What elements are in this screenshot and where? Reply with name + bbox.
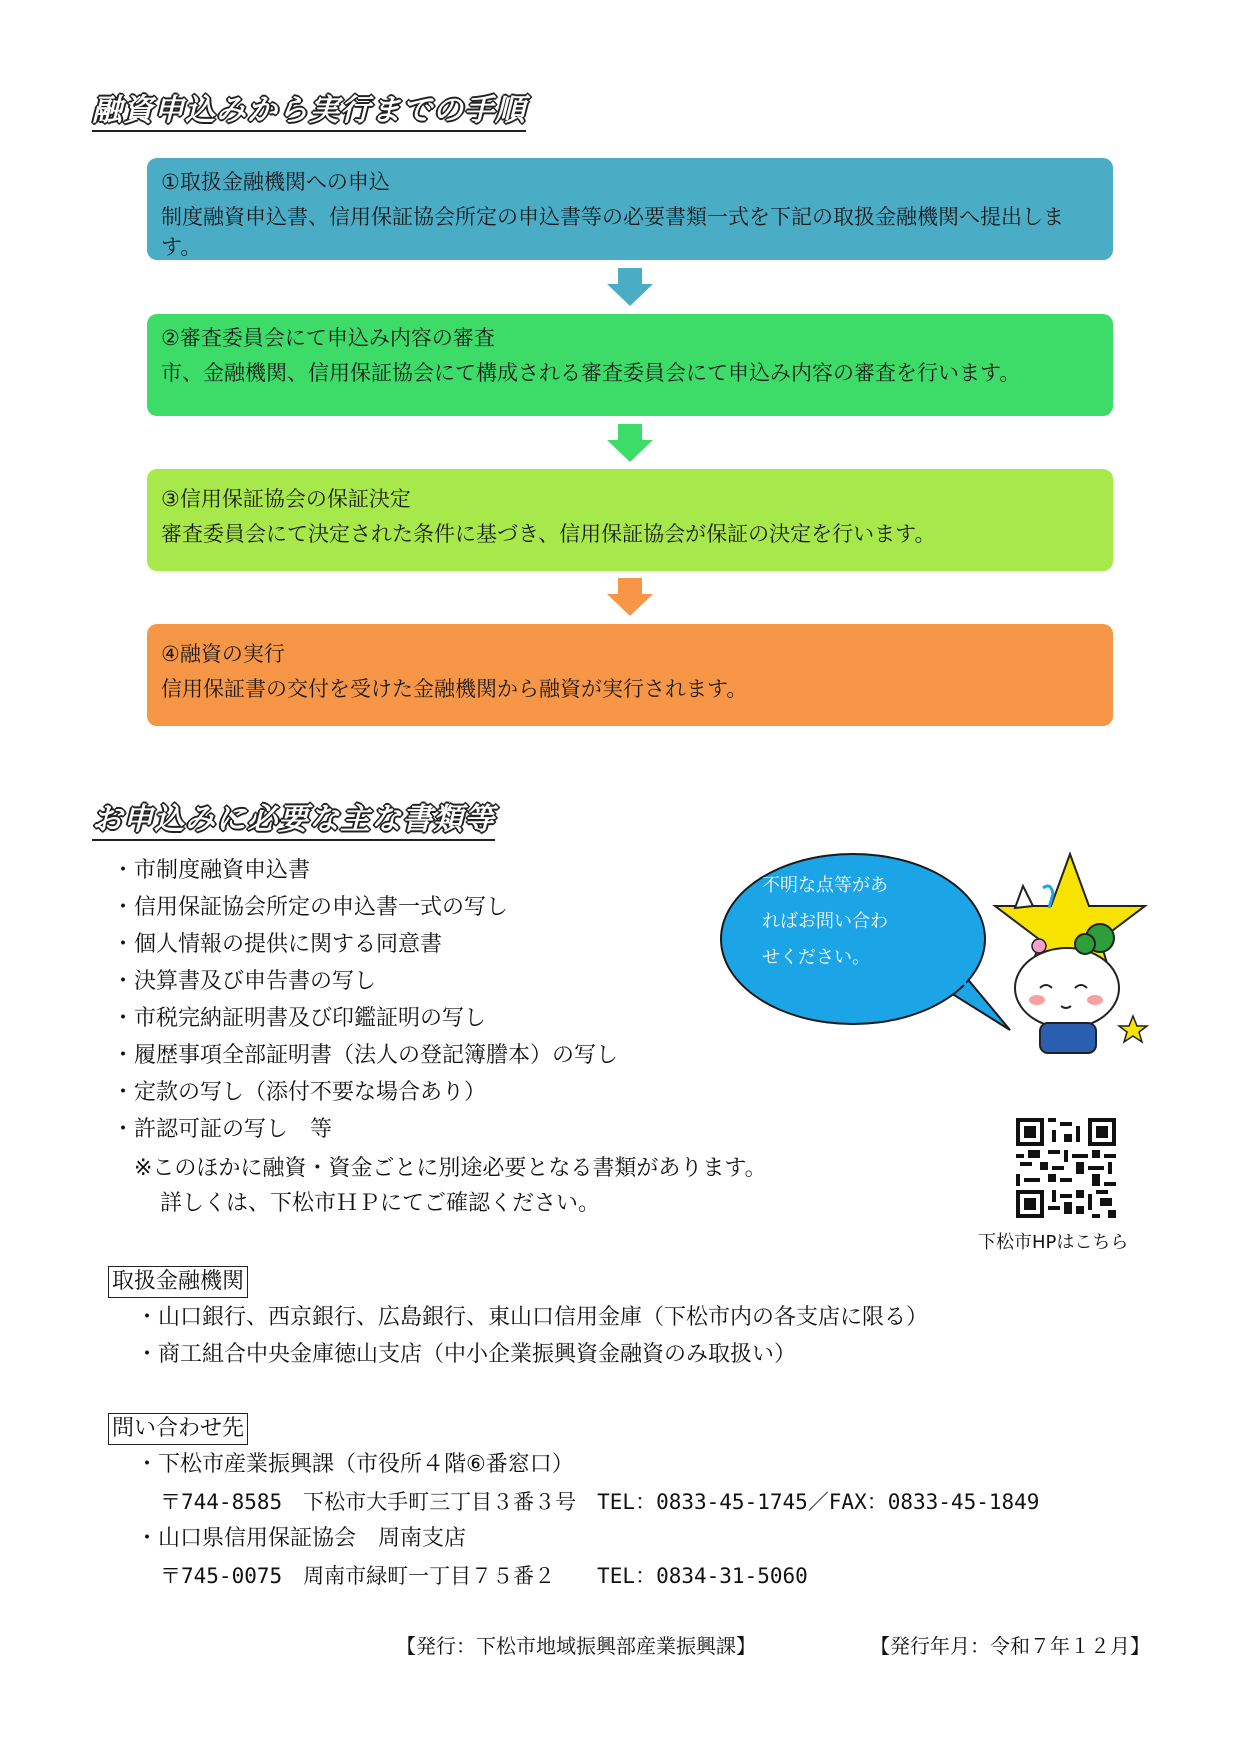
speech-bubble-text bbox=[762, 868, 922, 976]
contact-label: 問い合わせ先 bbox=[108, 1413, 248, 1445]
step-title: ②審査委員会にて申込み内容の審査 bbox=[161, 326, 495, 350]
contact-office-detail: 〒744-8585 下松市大手町三丁目３番３号 TEL：0833-45-1745／FAX：0833-45-1849 bbox=[160, 1490, 1040, 1514]
note-see-website: 詳しくは、下松市ＨＰにてご確認ください。 bbox=[160, 1191, 601, 1216]
institution-item: ・山口銀行、西京銀行、広島銀行、東山口信用金庫（下松市内の各支店に限る） bbox=[136, 1305, 929, 1330]
step-description: 市、金融機関、信用保証協会にて構成される審査委員会にて申込み内容の審査を行います。 bbox=[161, 361, 1021, 385]
bubble-line: せください。 bbox=[762, 947, 870, 968]
contact-office: ・山口県信用保証協会 周南支店 bbox=[136, 1526, 467, 1551]
list-item: ・市制度融資申込書 bbox=[112, 858, 311, 883]
list-item: ・定款の写し（添付不要な場合あり） bbox=[112, 1080, 487, 1105]
step-card-3 bbox=[147, 469, 1113, 571]
down-arrow-icon bbox=[607, 424, 653, 464]
step-card-1 bbox=[147, 158, 1113, 260]
bubble-tail-cover bbox=[928, 966, 988, 1006]
bubble-line: ればお問い合わ bbox=[762, 911, 888, 932]
qr-caption: 下松市HPはこちら bbox=[978, 1232, 1129, 1253]
down-arrow-icon bbox=[607, 268, 653, 308]
section-heading-documents: お申込みに必要な主な書類等 bbox=[92, 794, 495, 841]
bubble-line: 不明な点等があ bbox=[762, 875, 888, 896]
required-documents-list bbox=[112, 852, 618, 1148]
list-item: ・許認可証の写し 等 bbox=[112, 1117, 333, 1142]
step-title: ③信用保証協会の保証決定 bbox=[161, 487, 411, 511]
institutions-label: 取扱金融機関 bbox=[108, 1266, 248, 1298]
footer-publisher: 【発行：下松市地域振興部産業振興課】 bbox=[396, 1634, 756, 1658]
footer-date: 【発行年月：令和７年１２月】 bbox=[870, 1634, 1150, 1658]
arrow-head bbox=[607, 594, 653, 616]
list-item: ・個人情報の提供に関する同意書 bbox=[112, 932, 443, 957]
arrow-head bbox=[607, 284, 653, 306]
step-description: 審査委員会にて決定された条件に基づき、信用保証協会が保証の決定を行います。 bbox=[161, 522, 936, 546]
qr-code-icon[interactable] bbox=[1016, 1118, 1116, 1218]
step-card-4 bbox=[147, 624, 1113, 726]
step-title: ④融資の実行 bbox=[161, 642, 285, 666]
list-item: ・信用保証協会所定の申込書一式の写し bbox=[112, 895, 509, 920]
step-description: 制度融資申込書、信用保証協会所定の申込書等の必要書類一式を下記の取扱金融機関へ提出します。 bbox=[161, 205, 1064, 259]
mascot-illustration bbox=[985, 848, 1155, 1058]
list-item: ・市税完納証明書及び印鑑証明の写し bbox=[112, 1006, 487, 1031]
list-item: ・履歴事項全部証明書（法人の登記簿謄本）の写し bbox=[112, 1043, 619, 1068]
list-item: ・決算書及び申告書の写し bbox=[112, 969, 377, 994]
arrow-head bbox=[607, 440, 653, 462]
step-description: 信用保証書の交付を受けた金融機関から融資が実行されます。 bbox=[161, 677, 748, 701]
step-card-2 bbox=[147, 314, 1113, 416]
institution-item: ・商工組合中央金庫徳山支店（中小企業振興資金融資のみ取扱い） bbox=[136, 1342, 797, 1367]
note-additional-documents: ※このほかに融資・資金ごとに別途必要となる書類があります。 bbox=[134, 1156, 767, 1181]
step-title: ①取扱金融機関への申込 bbox=[161, 170, 390, 194]
down-arrow-icon bbox=[607, 578, 653, 618]
section-heading-procedure: 融資申込みから実行までの手順 bbox=[92, 85, 526, 132]
contact-office-detail: 〒745-0075 周南市緑町一丁目７５番２ TEL：0834-31-5060 bbox=[160, 1564, 808, 1588]
contact-office: ・下松市産業振興課（市役所４階⑥番窓口） bbox=[136, 1452, 574, 1477]
